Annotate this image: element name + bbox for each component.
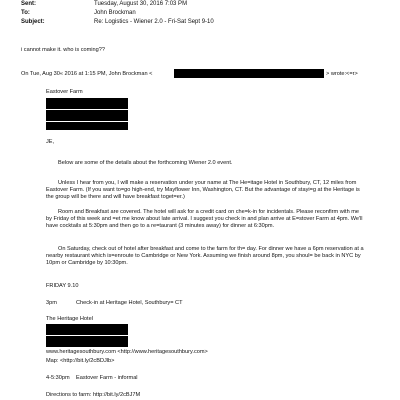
to-label: To: (21, 10, 30, 16)
paragraph-room-breakfast: Room and Breakfast are covered. The hotel will ask for a credit card on che=k-in for incidentals. Please reconfirm with me by Friday of this week and =et me know about late arrival. I suggest you check in and plan arrive at E=stover Farm at 4pm. We'll have cocktails at 5:30pm and then go to a re=taurant (3 minutes away) for dinner at 6:30pm. (46, 209, 363, 229)
paragraph-intro: Below are some of the details about the forthcoming Wiener 2.0 event. (58, 160, 233, 166)
hotel-name: The Heritage Hotel (46, 316, 93, 322)
sent-label: Sent: (21, 1, 36, 7)
paragraph-saturday: On Saturday, check out of hotel after breakfast and come to the farm for th= day. For dinner we have a 6pm reservation at a nearby restaurant which is=enroute to Cambridge or New York. Assuming we finish around 8pm, you shoul= be back in NYC by 10pm or Cambridge by 10:30pm. (46, 246, 364, 266)
schedule-item-1-time: 3pm (46, 300, 57, 306)
hotel-website-link[interactable]: www.heritagesouthbury.com <http://www.heritagesouthbury.com> (46, 349, 208, 355)
schedule-item-1-desc: Check-in at Heritage Hotel, Southbury= CT (76, 300, 183, 306)
greeting: JE, (46, 139, 55, 145)
quote-attribution-end: > wrote:<=r> (326, 71, 358, 77)
schedule-item-2-desc: Eastover Farm - informal (76, 375, 138, 381)
reply-line: i cannot make it. who is coming?? (21, 47, 105, 53)
hotel-map-link[interactable]: Map: <http://bit.ly/2cBDJlb> (46, 358, 115, 364)
redacted-hotel-address-1 (46, 324, 128, 335)
to-value: John Brockman (94, 10, 136, 16)
sent-value: Tuesday, August 30, 2016 7:03 PM (94, 1, 188, 7)
paragraph-hotel: Unless I hear from you, I will make a reservation under your name at The He=itage Hotel in Southbury, CT, 12 miles from Eastover Farm. (If you want to=go high-end, try Mayflower Inn, Washington, CT. But the advantage of stayi=g at the Heritage is the group will be there and will have breakfast toget=er.) (46, 180, 360, 200)
subject-value: Re: Logistics - Wiener 2.0 - Fri-Sat Sept 9-10 (94, 19, 214, 25)
redacted-address-line-2 (46, 110, 128, 121)
redacted-address-line-3 (46, 122, 128, 130)
redacted-hotel-address-2 (46, 336, 128, 347)
redacted-email (174, 69, 324, 78)
org-name: Eastover Farm (46, 89, 83, 95)
schedule-friday-heading: FRIDAY 9.10 (46, 283, 79, 289)
quote-attribution-start: On Tue, Aug 30« 2016 at 1:15 PM, John Brockman < (21, 71, 153, 77)
farm-directions-link[interactable]: Directions to farm: http://bit.ly/2cBJ7M (46, 392, 141, 398)
schedule-item-2-time: 4-5:30pm (46, 375, 70, 381)
redacted-address-line-1 (46, 98, 128, 109)
subject-label: Subject: (21, 19, 45, 25)
